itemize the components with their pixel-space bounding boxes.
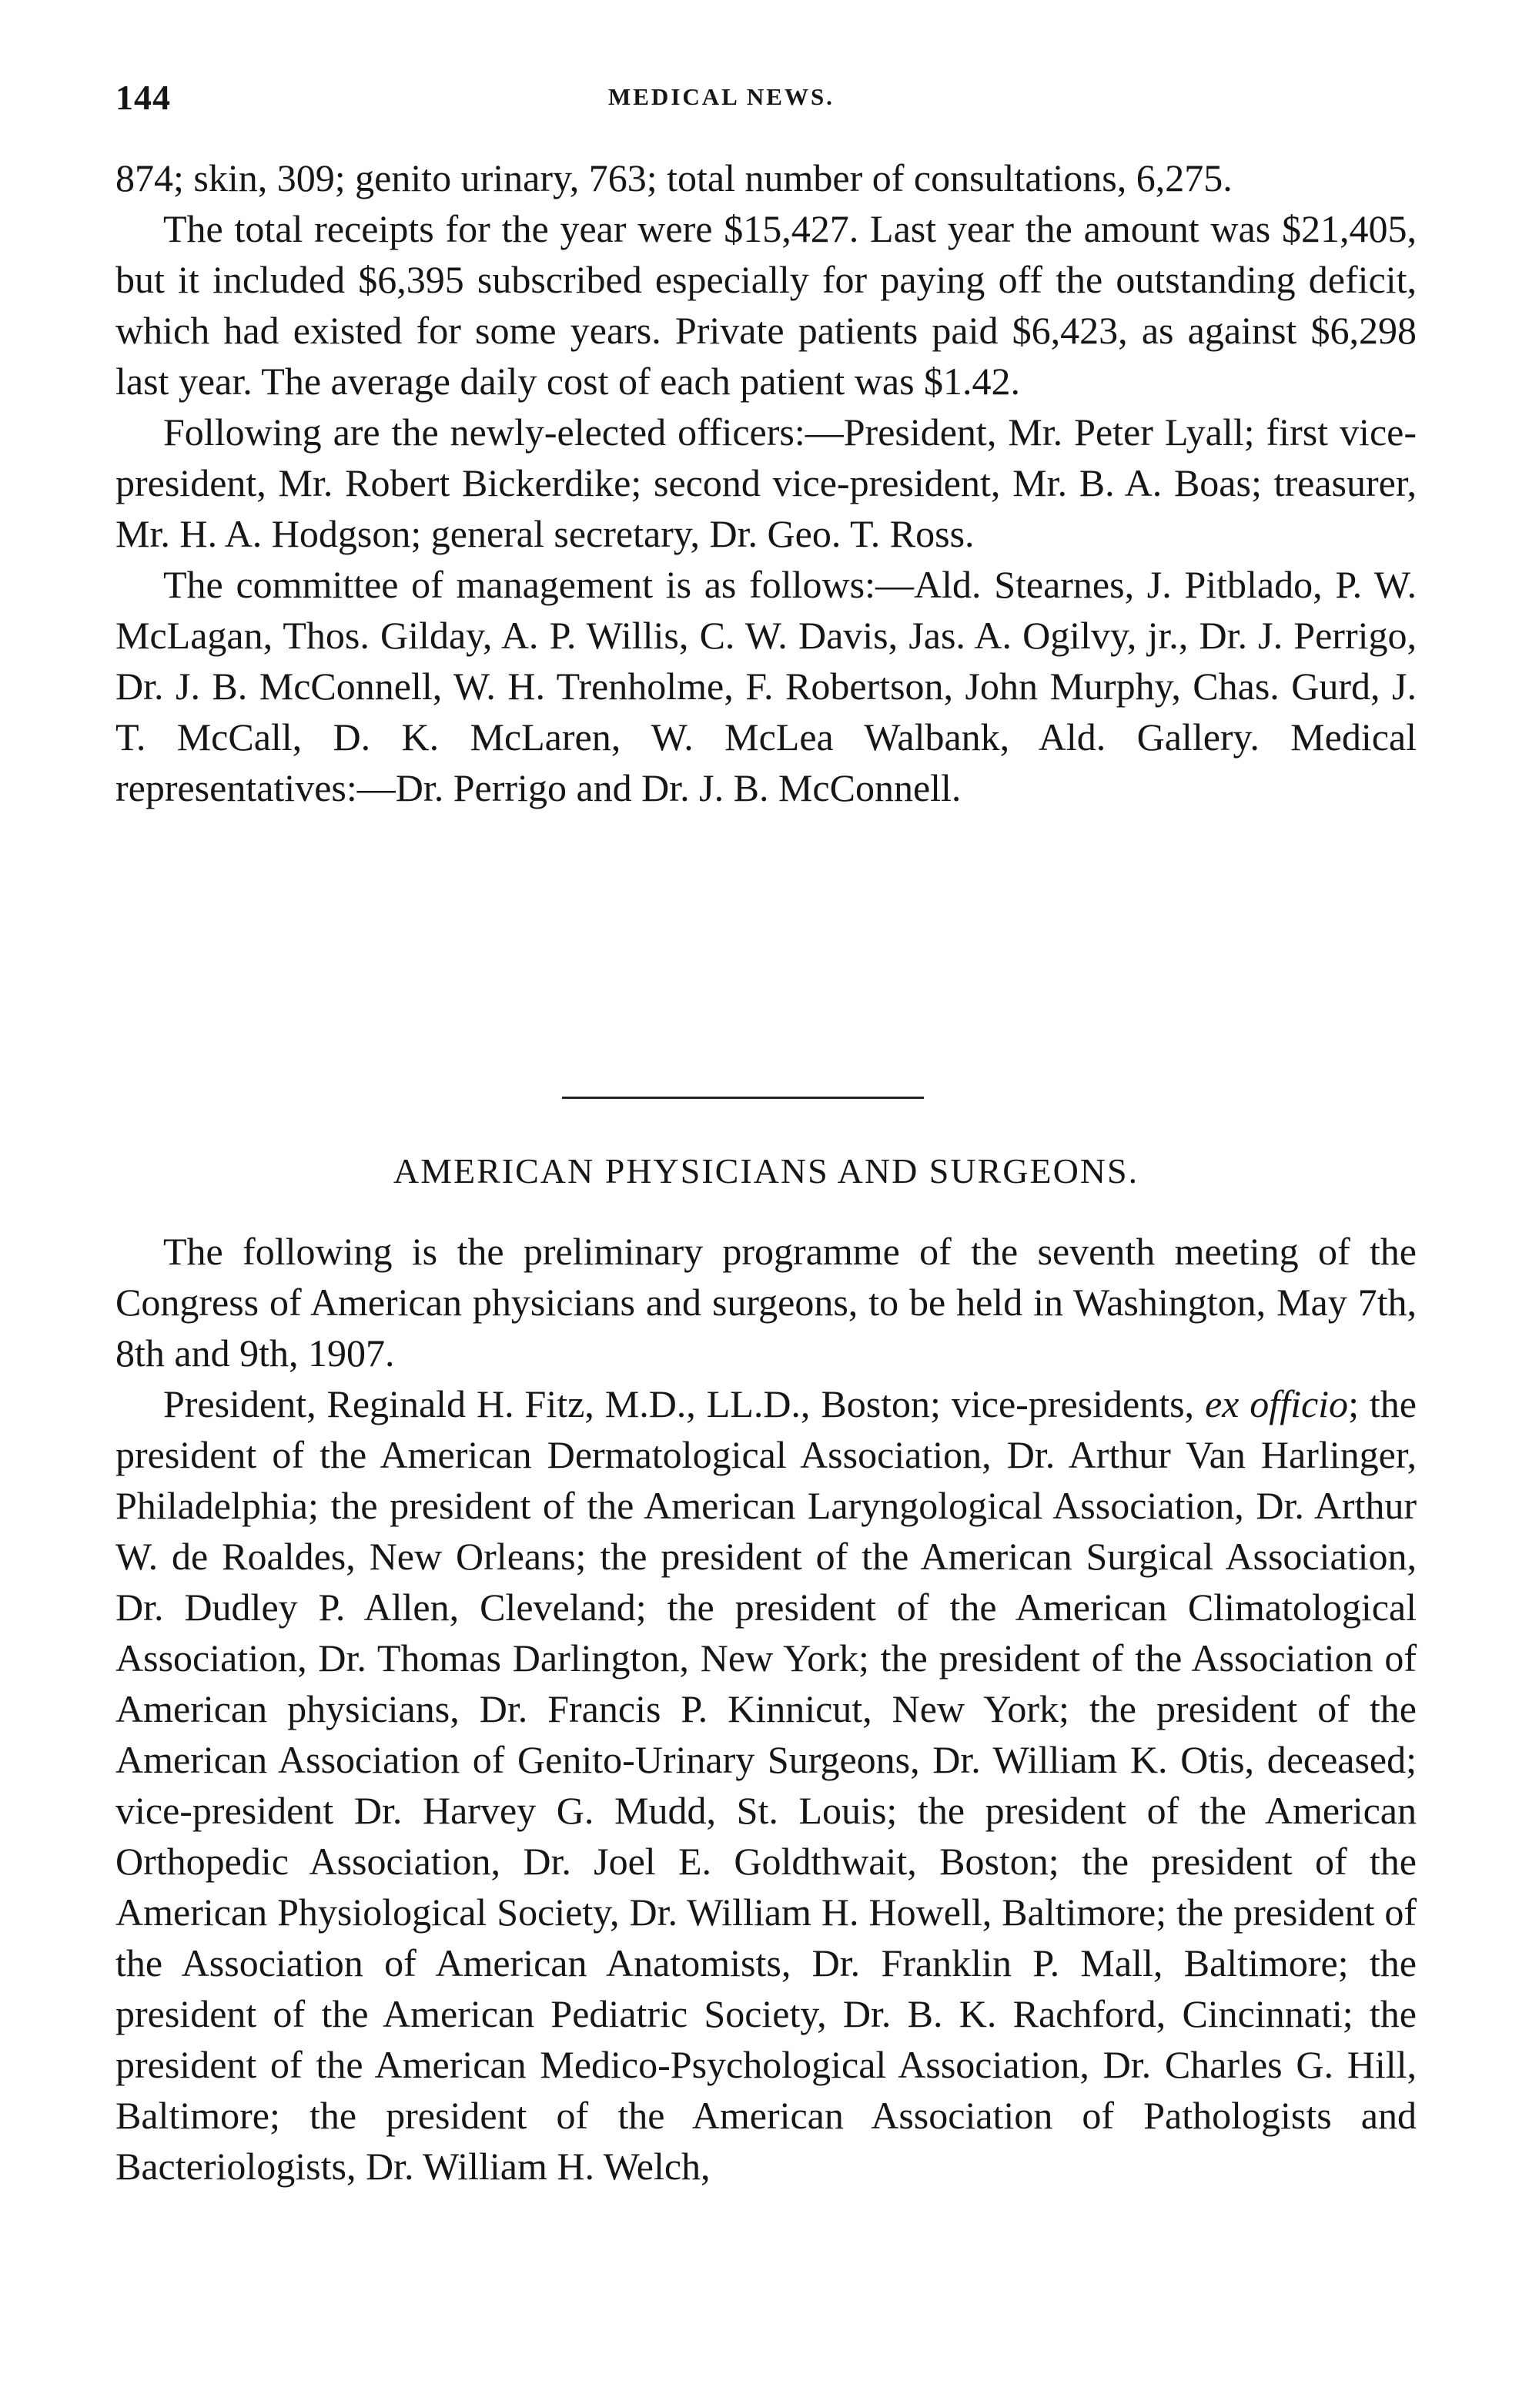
- presidents-text-rest: ; the president of the American Dermatological Association, Dr. Arthur Van Harlinger, Philadelphia; the president of the American Laryngological Association, Dr. Arthur W. de Roaldes, New Orleans; the president of the American Surgical Association, Dr. Dudley P. Allen, Cleveland; the president of the American Climatological Association, Dr. Thomas Darlington, New York; the president of the Association of American physicians, Dr. Francis P. Kinnicut, New York; the president of the American Association of Genito-Urinary Surgeons, Dr. William K. Otis, deceased; vice-president Dr. Harvey G. Mudd, St. Louis; the president of the American Orthopedic Association, Dr. Joel E. Goldthwait, Boston; the president of the American Physiological Society, Dr. William H. Howell, Baltimore; the president of the Association of American Anatomists, Dr. Franklin P. Mall, Baltimore; the president of the American Pediatric Society, Dr. B. K. Rachford, Cincinnati; the president of the American Medico-Psychological Association, Dr. Charles G. Hill, Baltimore; the president of the American Association of Pathologists and Bacteriologists, Dr. William H. Welch,: [115, 1382, 1417, 2188]
- presidents-text-start: President, Reginald H. Fitz, M.D., LL.D., Boston; vice-presidents,: [163, 1382, 1195, 1425]
- ex-officio-text: ex officio: [1204, 1382, 1349, 1425]
- paragraph-officers: Following are the newly-elected officers:—President, Mr. Peter Lyall; first vice-president, Mr. Robert Bickerdike; second vice-president, Mr. B. A. Boas; treasurer, Mr. H. A. Hodgson; general secretary, Dr. Geo. T. Ross.: [115, 410, 1417, 555]
- congress-section: [115, 1226, 1417, 2192]
- hospital-report-section: [115, 152, 1417, 813]
- section-divider: [562, 1097, 924, 1099]
- page-number: 144: [115, 78, 171, 117]
- paragraph-consultations: 874; skin, 309; genito urinary, 763; total number of consultations, 6,275.: [115, 156, 1233, 199]
- running-header: [115, 77, 1424, 131]
- section-heading: AMERICAN PHYSICIANS AND SURGEONS.: [393, 1151, 1139, 1191]
- journal-title: MEDICAL NEWS.: [608, 83, 835, 110]
- paragraph-programme: The following is the preliminary programme of the seventh meeting of the Congress of American physicians and surgeons, to be held in Washington, May 7th, 8th and 9th, 1907.: [115, 1230, 1417, 1375]
- paragraph-committee: The committee of management is as follows:—Ald. Stearnes, J. Pitblado, P. W. McLagan, Thos. Gilday, A. P. Willis, C. W. Davis, Jas. A. Ogilvy, jr., Dr. J. Perrigo, Dr. J. B. McConnell, W. H. Trenholme, F. Robertson, John Murphy, Chas. Gurd, J. T. McCall, D. K. McLaren, W. McLea Walbank, Ald. Gallery. Medical representatives:—Dr. Perrigo and Dr. J. B. McConnell.: [115, 563, 1417, 809]
- paragraph-receipts: The total receipts for the year were $15,427. Last year the amount was $21,405, but it included $6,395 subscribed especially for paying off the outstanding deficit, which had existed for some years. Private patients paid $6,423, as against $6,298 last year. The average daily cost of each patient was $1.42.: [115, 207, 1417, 403]
- paragraph-presidents: [115, 1378, 1417, 2192]
